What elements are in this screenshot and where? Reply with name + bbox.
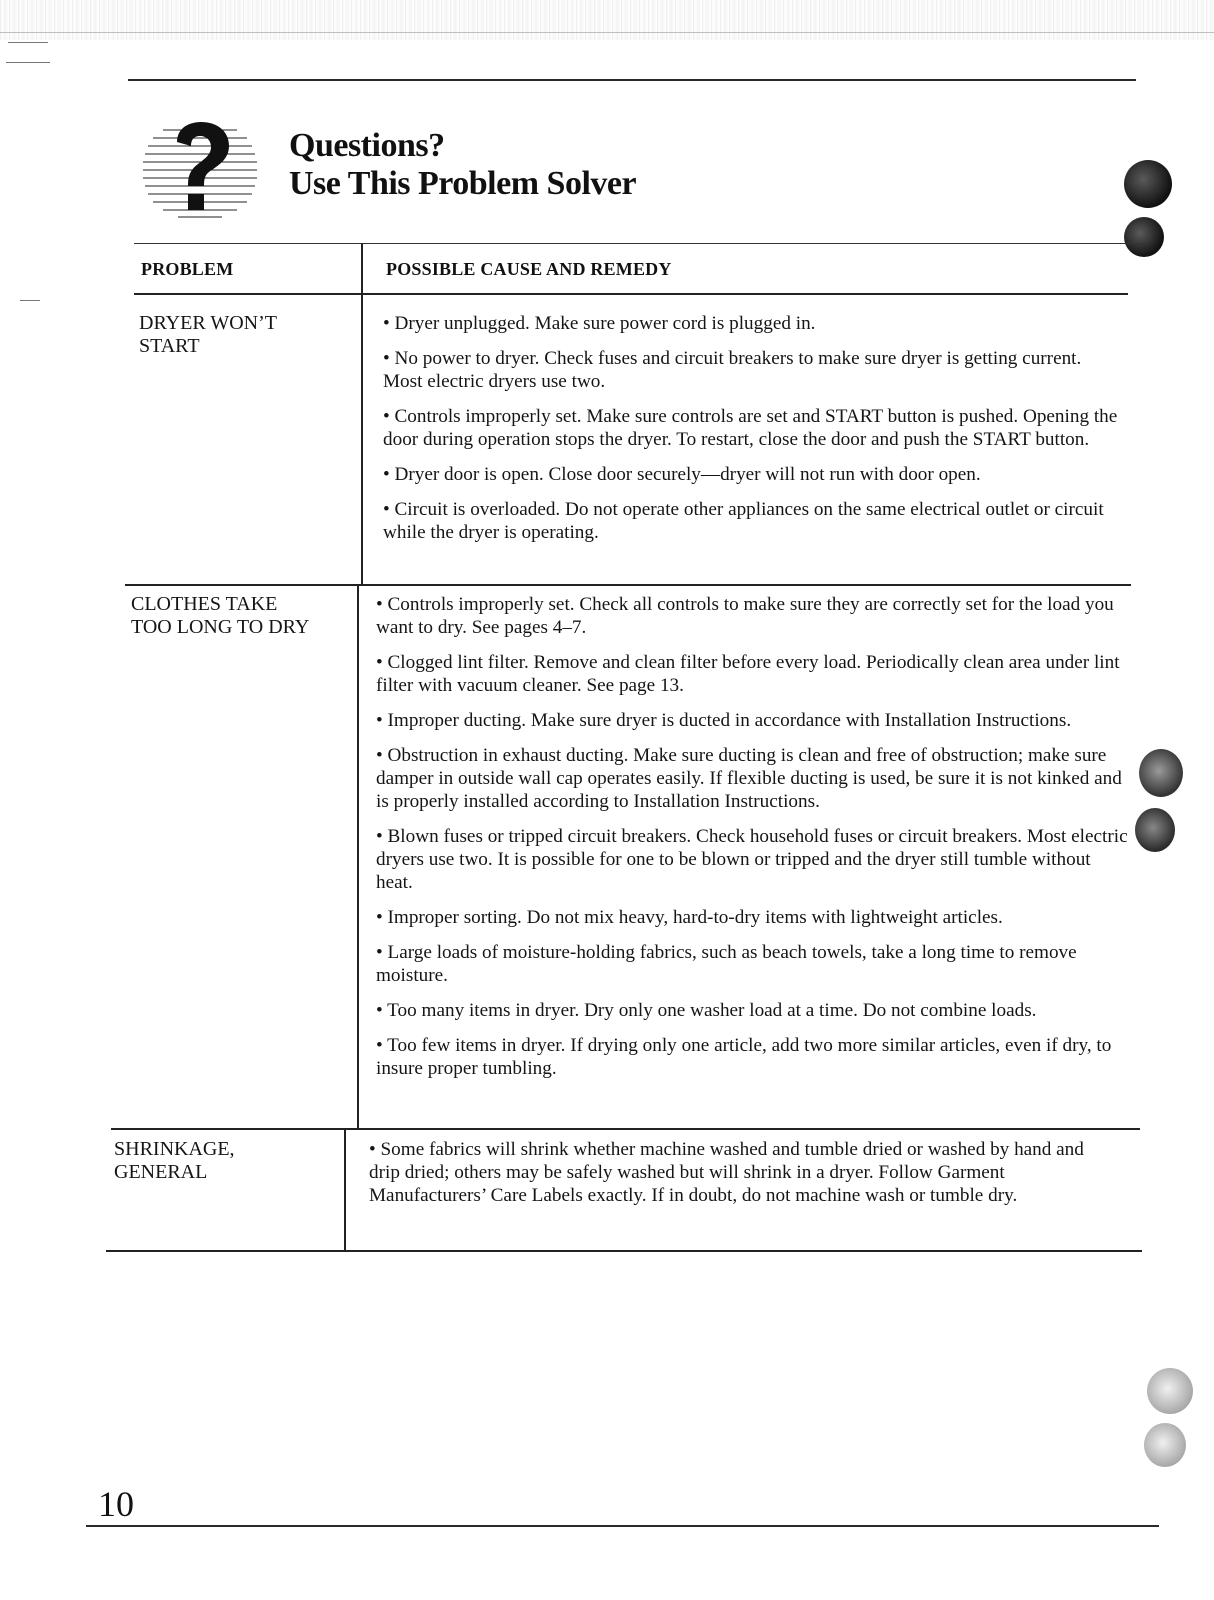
title-problem-solver: Use This Problem Solver xyxy=(289,165,637,202)
remedy-item: • Controls improperly set. Check all controls to make sure they are correctly set for the load you want to dry. See pages 4–7. xyxy=(376,594,1114,638)
question-mark-icon xyxy=(143,122,257,220)
binder-hole xyxy=(1139,749,1183,797)
bottom-rule xyxy=(86,1525,1159,1527)
remedy-item: • Clogged lint filter. Remove and clean filter before every load. Periodically clean area under lint filter with vacuum cleaner. See page 13. xyxy=(376,652,1120,696)
binder-hole xyxy=(1147,1368,1193,1414)
row-rule xyxy=(125,584,1131,586)
remedy-item: • Too few items in dryer. If drying only one article, add two more similar articles, even if dry, to insure proper tumbling. xyxy=(376,1035,1112,1079)
page-number: 10 xyxy=(98,1484,134,1524)
scan-speck xyxy=(6,62,50,63)
binder-hole xyxy=(1135,808,1175,852)
remedy-item: • Improper ducting. Make sure dryer is ducted in accordance with Installation Instructions. xyxy=(376,710,1072,731)
column-divider xyxy=(357,585,359,1128)
remedy-list xyxy=(369,1138,1109,1219)
binder-hole xyxy=(1124,160,1172,208)
row-rule xyxy=(111,1128,1140,1130)
table-bottom-rule xyxy=(106,1250,1142,1252)
remedy-item: • Controls improperly set. Make sure controls are set and START button is pushed. Opening the door during operation stops the dryer. To restart, close the door and push the START button. xyxy=(383,406,1118,450)
table-top-rule xyxy=(134,243,1144,244)
title-questions: Questions? xyxy=(289,127,445,164)
problem-clothes-take-too-long: CLOTHES TAKE TOO LONG TO DRY xyxy=(131,593,310,638)
binder-hole xyxy=(1144,1423,1186,1467)
page-title xyxy=(289,127,636,203)
top-rule xyxy=(128,79,1136,81)
remedy-list xyxy=(383,312,1123,556)
remedy-item: • Blown fuses or tripped circuit breakers. Check household fuses or circuit breakers. Most electric dryers use two. It is possible for one to be blown or tripped and the dryer still tumble without heat. xyxy=(376,826,1128,893)
remedy-list xyxy=(376,593,1128,1092)
column-divider xyxy=(344,1128,346,1251)
remedy-item: • Circuit is overloaded. Do not operate other appliances on the same electrical outlet or circuit while the dryer is operating. xyxy=(383,499,1104,543)
scan-noise-band xyxy=(0,0,1214,40)
remedy-item: • Dryer unplugged. Make sure power cord is plugged in. xyxy=(383,313,816,334)
header-rule xyxy=(134,293,1128,295)
scan-speck xyxy=(20,300,40,301)
remedy-item: • Improper sorting. Do not mix heavy, hard-to-dry items with lightweight articles. xyxy=(376,907,1003,928)
problem-dryer-wont-start: DRYER WON’T START xyxy=(139,312,277,357)
remedy-item: • Obstruction in exhaust ducting. Make sure ducting is clean and free of obstruction; make sure damper in outside wall cap operates easily. If flexible ducting is used, be sure it is not kinked and is properly installed according to Installation Instructions. xyxy=(376,745,1122,812)
remedy-item: • No power to dryer. Check fuses and circuit breakers to make sure dryer is getting current. Most electric dryers use two. xyxy=(383,348,1082,392)
column-header-problem: PROBLEM xyxy=(141,259,234,279)
remedy-item: • Large loads of moisture-holding fabrics, such as beach towels, take a long time to remove moisture. xyxy=(376,942,1077,986)
binder-hole xyxy=(1124,217,1164,257)
remedy-item: • Dryer door is open. Close door securely—dryer will not run with door open. xyxy=(383,464,981,485)
scan-noise-line xyxy=(0,32,1214,33)
problem-shrinkage: SHRINKAGE, GENERAL xyxy=(114,1138,235,1183)
column-header-remedy: POSSIBLE CAUSE AND REMEDY xyxy=(386,259,672,279)
remedy-item: • Too many items in dryer. Dry only one washer load at a time. Do not combine loads. xyxy=(376,1000,1037,1021)
scan-speck xyxy=(8,42,48,43)
remedy-item: • Some fabrics will shrink whether machine washed and tumble dried or washed by hand and drip dried; others may be safely washed but will shrink in a dryer. Follow Garment Manufacturers’ Care Labels exactly. If in doubt, do not machine wash or tumble dry. xyxy=(369,1139,1084,1206)
